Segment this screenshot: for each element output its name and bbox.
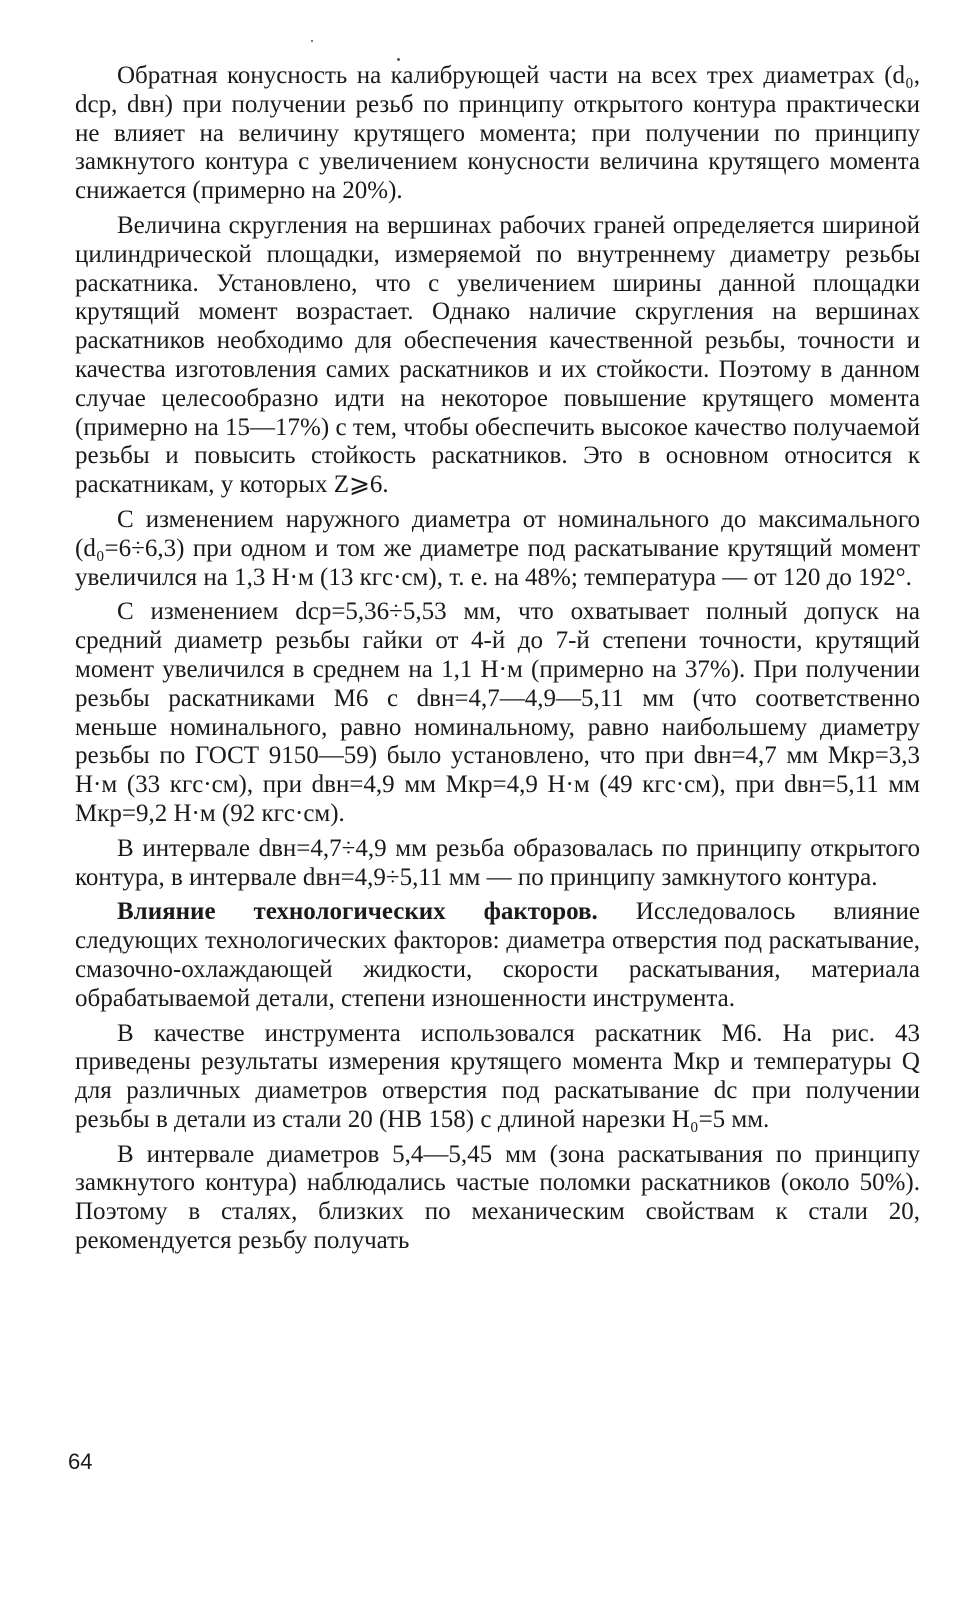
- section-text: Исследовалось влияние следующих технологических факторов: диаметра отверстия под раскатывание, смазочно-охлаждающей жидкости, скорости раскатывания, материала обрабатываемой детали, степени изношенности инструмента.: [75, 898, 921, 1012]
- scan-speck: [311, 40, 313, 42]
- paragraph: Обратная конусность на калибрующей части на всех трех диаметрах (d₀, dср, dвн) при получении резьб по принципу открытого контура практически не влияет на величину крутящего момента; при получении по принципу замкнутого контура с увеличением конусности величина крутящего момента снижается (примерно на 20%).: [75, 62, 920, 205]
- page-body: [75, 62, 920, 1262]
- paragraph: С изменением dср=5,36÷5,53 мм, что охватывает полный допуск на средний диаметр резьбы гайки от 4-й до 7-й степени точности, крутящий момент увеличился в среднем на 1,1 Н·м (примерно на 37%). При получении резьбы раскатниками М6 с dвн=4,7—4,9—5,11 мм (что соответственно меньше номинального, равно номинальному, равно наибольшему диаметру резьбы по ГОСТ 9150—59) было установлено, что при dвн=4,7 мм Мкр=3,3 Н·м (33 кгс·см), при dвн=4,9 мм Мкр=4,9 Н·м (49 кгс·см), при dвн=5,11 мм Мкр=9,2 Н·м (92 кгс·см).: [75, 598, 920, 827]
- paragraph: С изменением наружного диаметра от номинального до максимального (d₀=6÷6,3) при одном и том же диаметре под раскатывание крутящий момент увеличился на 1,3 Н·м (13 кгс·см), т. е. на 48%; температура — от 120 до 192°.: [75, 505, 920, 591]
- paragraph: В интервале диаметров 5,4—5,45 мм (зона раскатывания по принципу замкнутого контура) наблюдались частые поломки раскатников (около 50%). Поэтому в сталях, близких по механическим свойствам к стали 20, рекомендуется резьбу получать: [75, 1140, 920, 1255]
- section-paragraph: [75, 898, 920, 1013]
- paragraph: В качестве инструмента использовался раскатник М6. На рис. 43 приведены результаты измерения крутящего момента Мкр и температуры Q для различных диаметров отверстия под раскатывание dc при получении резьбы в детали из стали 20 (НВ 158) с длиной нарезки H₀=5 мм.: [75, 1019, 920, 1133]
- paragraph: В интервале dвн=4,7÷4,9 мм резьба образовалась по принципу открытого контура, в интервале dвн=4,9÷5,11 мм — по принципу замкнутого контура.: [75, 834, 920, 891]
- page-number: 64: [68, 1449, 93, 1474]
- section-heading: Влияние технологических факторов.: [117, 898, 598, 926]
- paragraph: Величина скругления на вершинах рабочих граней определяется шириной цилиндрической площадки, измеряемой по внутреннему диаметру резьбы раскатника. Установлено, что с увеличением ширины данной площадки крутящий момент возрастает. Однако наличие скругления на вершинах раскатников необходимо для обеспечения качественной резьбы, точности и качества изготовления самих раскатников и их стойкости. Поэтому в данном случае целесообразно идти на некоторое повышение крутящего момента (примерно на 15—17%) с тем, чтобы обеспечить высокое качество получаемой резьбы и повысить стойкость раскатников. Это в основном относится к раскатникам, у которых Z⩾6.: [75, 211, 920, 499]
- scan-speck: [397, 58, 400, 61]
